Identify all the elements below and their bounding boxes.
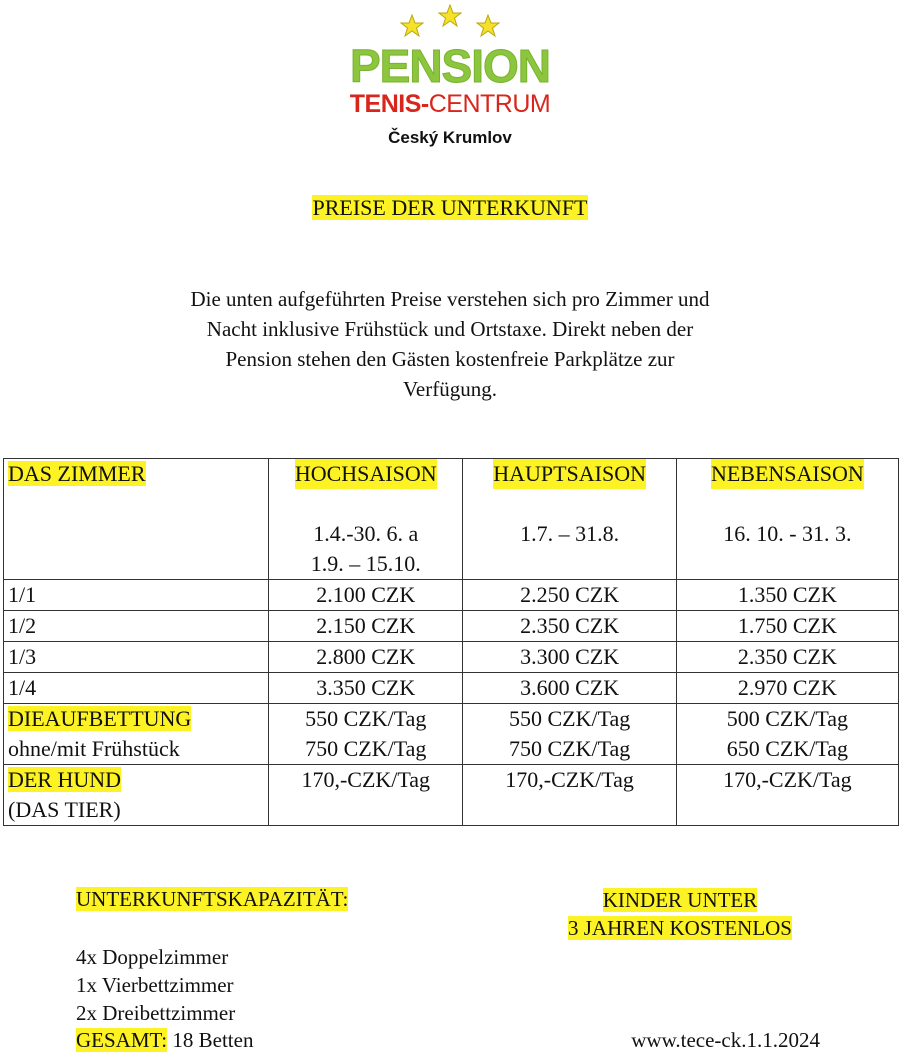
price-haupt: 3.600 CZK (463, 673, 676, 704)
table-row (4, 642, 899, 673)
extra-bed-haupt-1: 550 CZK/Tag (508, 706, 631, 731)
period-hoch-2: 1.9. – 15.10. (310, 551, 421, 576)
header-hauptsaison: HAUPTSAISON (493, 459, 646, 489)
list-item: 1x Vierbettzimmer (76, 973, 234, 997)
period-hoch-1: 1.4.-30. 6. a (313, 521, 419, 546)
extra-bed-neben-2: 650 CZK/Tag (726, 736, 849, 761)
room-type: 1/1 (4, 580, 269, 611)
list-item: 4x Doppelzimmer (76, 945, 229, 969)
star-icon (438, 4, 462, 28)
kids-free-note: KINDER UNTER 3 JAHREN KOSTENLOS (567, 888, 792, 940)
price-neben: 1.350 CZK (676, 580, 898, 611)
price-hoch: 2.100 CZK (269, 580, 463, 611)
table-header-row (4, 459, 899, 580)
price-haupt: 2.250 CZK (463, 580, 676, 611)
logo-subtitle: TENIS-CENTRUM (349, 90, 551, 118)
price-haupt: 3.300 CZK (463, 642, 676, 673)
header-room: DAS ZIMMER (8, 461, 146, 486)
page-title: PREISE DER UNTERKUNFT (312, 195, 588, 220)
extra-bed-row (4, 704, 899, 765)
logo-city: Český Krumlov (388, 128, 512, 147)
list-item: 2x Dreibettzimmer (76, 1001, 236, 1025)
extra-bed-hoch-2: 750 CZK/Tag (305, 736, 427, 761)
price-table (3, 458, 899, 826)
header-hochsaison: HOCHSAISON (295, 459, 437, 489)
star-icon (476, 14, 500, 38)
logo-name: PENSION (349, 40, 551, 92)
header-nebensaison: NEBENSAISON (711, 459, 864, 489)
dog-price-haupt: 170,-CZK/Tag (463, 765, 676, 826)
capacity-title: UNTERKUNFTSKAPAZITÄT: (76, 887, 349, 911)
intro-text: Die unten aufgeführten Preise verstehen sich pro Zimmer und Nacht inklusive Frühstück und Ortstaxe. Direkt neben der Pension stehen den Gästen kostenfreie Parkplätze zur Verfügung. (190, 287, 710, 401)
website-text: www.tece-ck.1.1.2024 (631, 1028, 820, 1052)
dog-label: DER HUND (8, 767, 122, 792)
dog-row (4, 765, 899, 826)
price-hoch: 2.150 CZK (269, 611, 463, 642)
table-row (4, 580, 899, 611)
room-type: 1/2 (4, 611, 269, 642)
dog-sub: (DAS TIER) (8, 797, 121, 822)
table-row (4, 673, 899, 704)
room-type: 1/4 (4, 673, 269, 704)
price-neben: 2.350 CZK (676, 642, 898, 673)
star-icon (400, 14, 424, 38)
extra-bed-hoch-1: 550 CZK/Tag (305, 706, 427, 731)
logo-stars (400, 4, 500, 38)
room-type: 1/3 (4, 642, 269, 673)
period-haupt: 1.7. – 31.8. (520, 521, 620, 546)
price-neben: 2.970 CZK (676, 673, 898, 704)
price-hoch: 3.350 CZK (269, 673, 463, 704)
extra-bed-label: DIEAUFBETTUNG (8, 706, 192, 731)
period-neben: 16. 10. - 31. 3. (723, 521, 852, 546)
dog-price-hoch: 170,-CZK/Tag (269, 765, 463, 826)
extra-bed-sub: ohne/mit Frühstück (8, 736, 180, 761)
dog-price-neben: 170,-CZK/Tag (676, 765, 898, 826)
extra-bed-haupt-2: 750 CZK/Tag (508, 736, 631, 761)
table-row (4, 611, 899, 642)
price-hoch: 2.800 CZK (269, 642, 463, 673)
capacity-total: GESAMT: 18 Betten (76, 1028, 254, 1052)
price-haupt: 2.350 CZK (463, 611, 676, 642)
price-neben: 1.750 CZK (676, 611, 898, 642)
extra-bed-neben-1: 500 CZK/Tag (726, 706, 849, 731)
capacity-rooms (76, 943, 235, 1027)
